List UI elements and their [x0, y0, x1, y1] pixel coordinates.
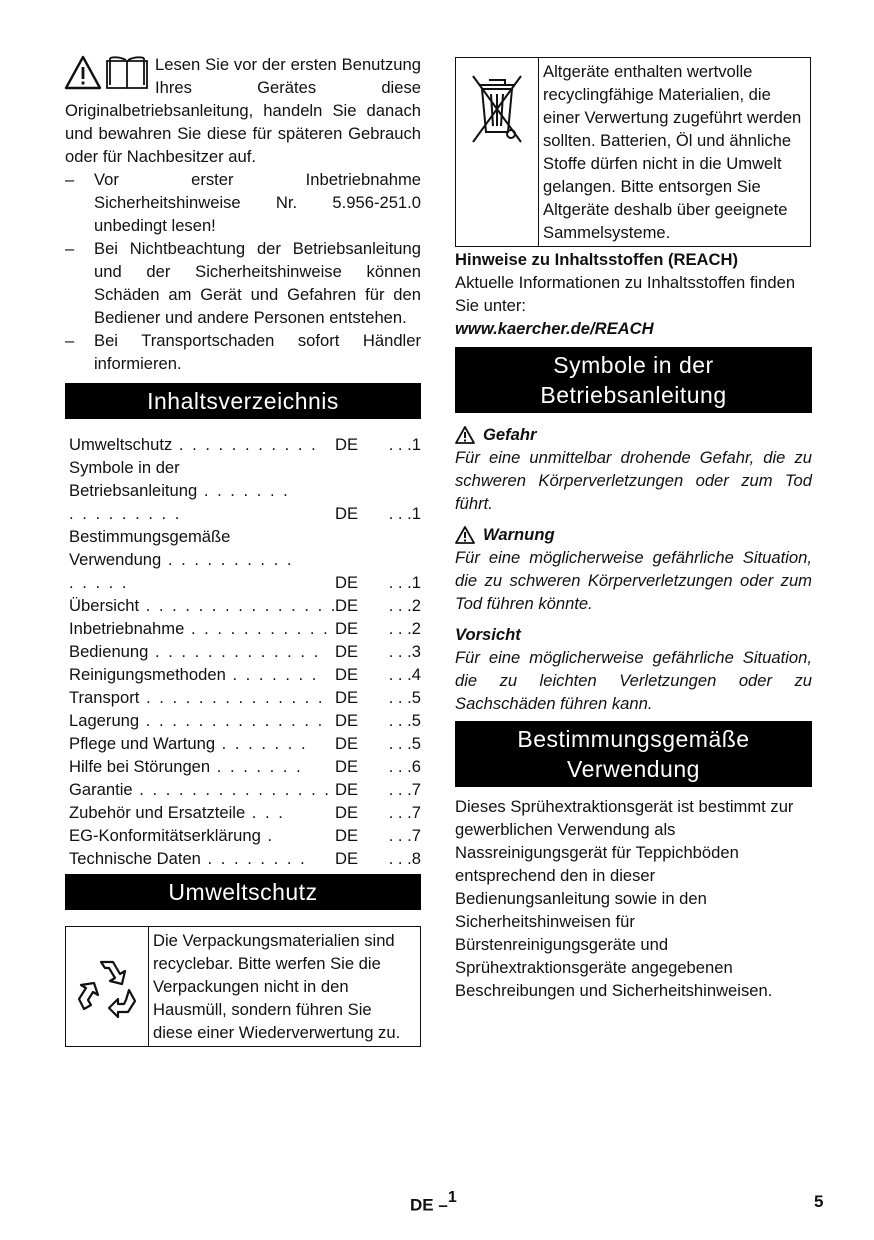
vorsicht-text: Für eine möglicherweise gefährliche Situation, die zu leichten Verletzungen oder zu Sachschäden führen kann.	[455, 648, 812, 713]
toc-page: 6	[411, 757, 421, 776]
intro-text: Lesen Sie vor der ersten Benutzung Ihres Gerätes diese Originalbetriebsanleitung, handeln Sie danach und bewahren Sie diese für späteren Gebrauch oder für Nachbesitzer auf.	[65, 55, 421, 166]
gefahr-heading	[455, 423, 812, 446]
toc-page: 8	[411, 849, 421, 868]
right-column	[455, 57, 812, 1002]
warnung-label: Warnung	[483, 525, 555, 544]
toc-row[interactable]: Umweltschutz . . . . . . . . . . . DE . . .1	[69, 435, 421, 454]
toc-title: Pflege und Wartung	[69, 734, 216, 753]
toc-title: Symbole in der Betriebsanleitung	[69, 458, 198, 500]
toc-row[interactable]: Bestimmungsgemäße Verwendung . . . . . . . . . . . . . . . DE . . .1	[69, 527, 421, 592]
left-column	[65, 53, 421, 1047]
toc-page: 2	[411, 619, 421, 638]
toc-row[interactable]: Reinigungsmethoden . . . . . . . DE . . .4	[69, 665, 421, 684]
toc-lang: DE	[335, 665, 359, 684]
toc-row[interactable]: Bedienung . . . . . . . . . . . . . DE . . .3	[69, 642, 421, 661]
toc-row[interactable]: Übersicht . . . . . . . . . . . . . . . DE . . .2	[69, 596, 421, 615]
toc-title: EG-Konformitätserklärung	[69, 826, 261, 845]
toc-title: Lagerung	[69, 711, 140, 730]
toc-page: 4	[411, 665, 421, 684]
toc-heading: Inhaltsverzeichnis	[65, 383, 421, 419]
toc-lang: DE	[335, 826, 359, 845]
toc-page: 2	[411, 596, 421, 615]
reach-title: Hinweise zu Inhaltsstoffen (REACH)	[455, 250, 739, 269]
toc-row[interactable]: Technische Daten . . . . . . . . DE . . .8	[69, 849, 421, 868]
toc-title: Technische Daten	[69, 849, 201, 868]
packaging-note-text: Die Verpackungsmaterialien sind recyclebar. Bitte werfen Sie die Verpackungen nicht in den Hausmüll, sondern führen Sie diese einer Wiederverwertung zu.	[153, 931, 401, 1042]
recycle-icon-cell	[66, 927, 149, 1046]
list-item: – Bei Nichtbeachtung der Betriebsanleitung und der Sicherheitshinweise können Schäden am Gerät und Gefahren für den Bediener und andere Personen entstehen.	[65, 237, 421, 329]
toc-title: Transport	[69, 688, 140, 707]
toc-lang: DE	[335, 642, 359, 661]
intro-bullet-list	[65, 168, 421, 375]
toc-title: Übersicht	[69, 596, 140, 615]
toc-title: Reinigungsmethoden	[69, 665, 226, 684]
toc-lang: DE	[335, 849, 359, 868]
warning-triangle-icon	[66, 57, 100, 88]
open-book-icon	[107, 57, 147, 88]
old-devices-text: Altgeräte enthalten wertvolle recyclingfähige Materialien, die einer Verwertung zugeführt werden sollten. Batterien, Öl und ähnliche Stoffe dürfen nicht in die Umwelt gelangen. Bitte entsorgen Sie Altgeräte deshalb über geeignete Sammelsysteme.	[543, 62, 802, 242]
old-devices-box	[455, 57, 811, 247]
toc-title: Hilfe bei Störungen	[69, 757, 211, 776]
toc-row[interactable]: Inbetriebnahme . . . . . . . . . . . DE . . .2	[69, 619, 421, 638]
toc-lang: DE	[335, 780, 359, 799]
toc-row[interactable]: Garantie . . . . . . . . . . . . . . . DE . . .7	[69, 780, 421, 799]
toc-page: 7	[411, 780, 421, 799]
verwendung-text: Dieses Sprühextraktionsgerät ist bestimmt zur gewerblichen Verwendung als Nassreinigungsgerät für Teppichböden entsprechend den in dieser Bedienungsanleitung sowie in den Sicherheitshinweisen für Bürstenreinigungsgeräte und Sprühextraktionsgeräte angegebenen Beschreibungen und Sicherheitshinweisen.	[455, 797, 794, 1000]
toc-lang: DE	[335, 619, 359, 638]
reach-text: Aktuelle Informationen zu Inhaltsstoffen finden Sie unter:	[455, 273, 796, 315]
toc-row[interactable]: Lagerung . . . . . . . . . . . . . . DE . . .5	[69, 711, 421, 730]
toc-lang: DE	[335, 711, 359, 730]
toc-title: Garantie	[69, 780, 133, 799]
footer-dash: –	[438, 1195, 448, 1215]
list-item: – Bei Transportschaden sofort Händler informieren.	[65, 329, 421, 375]
toc-title: Bedienung	[69, 642, 149, 661]
umwelt-heading: Umweltschutz	[65, 874, 421, 910]
toc-page: 1	[411, 573, 421, 592]
crossed-out-bin-icon	[467, 70, 527, 150]
recycle-icon	[74, 954, 140, 1020]
warnung-heading	[455, 523, 812, 546]
toc-title: Bestimmungsgemäße Verwendung	[69, 527, 231, 569]
toc-row[interactable]: EG-Konformitätserklärung . DE . . .7	[69, 826, 421, 845]
reach-link[interactable]: www.kaercher.de/REACH	[455, 319, 654, 338]
vorsicht-heading	[455, 623, 812, 646]
footer-section-code	[410, 1188, 457, 1217]
vorsicht-label: Vorsicht	[455, 625, 521, 644]
toc-title: Umweltschutz	[69, 435, 173, 454]
toc-row[interactable]: Transport . . . . . . . . . . . . . . DE . . .5	[69, 688, 421, 707]
toc-lang: DE	[335, 688, 359, 707]
verwendung-heading: Bestimmungsgemäße Verwendung	[455, 721, 812, 787]
warning-and-manual-icons	[65, 55, 149, 91]
toc-page: 7	[411, 803, 421, 822]
toc-lang: DE	[335, 596, 359, 615]
bin-icon-cell	[456, 58, 539, 246]
footer-section-page: 1	[447, 1189, 457, 1206]
toc-page: 7	[411, 826, 421, 845]
gefahr-label: Gefahr	[483, 425, 537, 444]
toc-row[interactable]: Hilfe bei Störungen . . . . . . . DE . . .6	[69, 757, 421, 776]
warnung-text: Für eine möglicherweise gefährliche Situation, die zu schweren Körperverletzungen oder zum Tod führen könnte.	[455, 548, 812, 613]
page-number: 5	[814, 1192, 824, 1211]
toc-title: Zubehör und Ersatzteile	[69, 803, 246, 822]
toc-lang: DE	[335, 573, 359, 592]
toc-lang: DE	[335, 734, 359, 753]
intro-block	[65, 53, 421, 168]
warning-triangle-icon	[455, 526, 475, 544]
list-item: – Vor erster Inbetriebnahme Sicherheitshinweise Nr. 5.956-251.0 unbedingt lesen!	[65, 168, 421, 237]
toc-page: 3	[411, 642, 421, 661]
toc-page: 5	[411, 688, 421, 707]
warning-triangle-icon	[455, 426, 475, 444]
toc-lang: DE	[335, 803, 359, 822]
toc-row[interactable]: Zubehör und Ersatzteile . . . DE . . .7	[69, 803, 421, 822]
symbole-heading: Symbole in der Betriebsanleitung	[455, 347, 812, 413]
toc-page: 5	[411, 711, 421, 730]
toc-lang: DE	[335, 435, 359, 454]
packaging-note-box	[65, 926, 421, 1047]
footer-lang: DE	[410, 1195, 434, 1215]
toc-page: 1	[411, 504, 421, 523]
toc-row[interactable]: Pflege und Wartung . . . . . . . DE . . .5	[69, 734, 421, 753]
table-of-contents	[69, 433, 421, 870]
toc-page: 1	[411, 435, 421, 454]
toc-page: 5	[411, 734, 421, 753]
toc-lang: DE	[335, 504, 359, 523]
toc-row[interactable]: Symbole in der Betriebsanleitung . . . . . . . . . . . . . . . . DE . . .1	[69, 458, 421, 523]
toc-lang: DE	[335, 757, 359, 776]
gefahr-text: Für eine unmittelbar drohende Gefahr, die zu schweren Körperverletzungen oder zum Tod führt.	[455, 448, 812, 513]
toc-title: Inbetriebnahme	[69, 619, 185, 638]
intro-icons	[65, 55, 149, 91]
